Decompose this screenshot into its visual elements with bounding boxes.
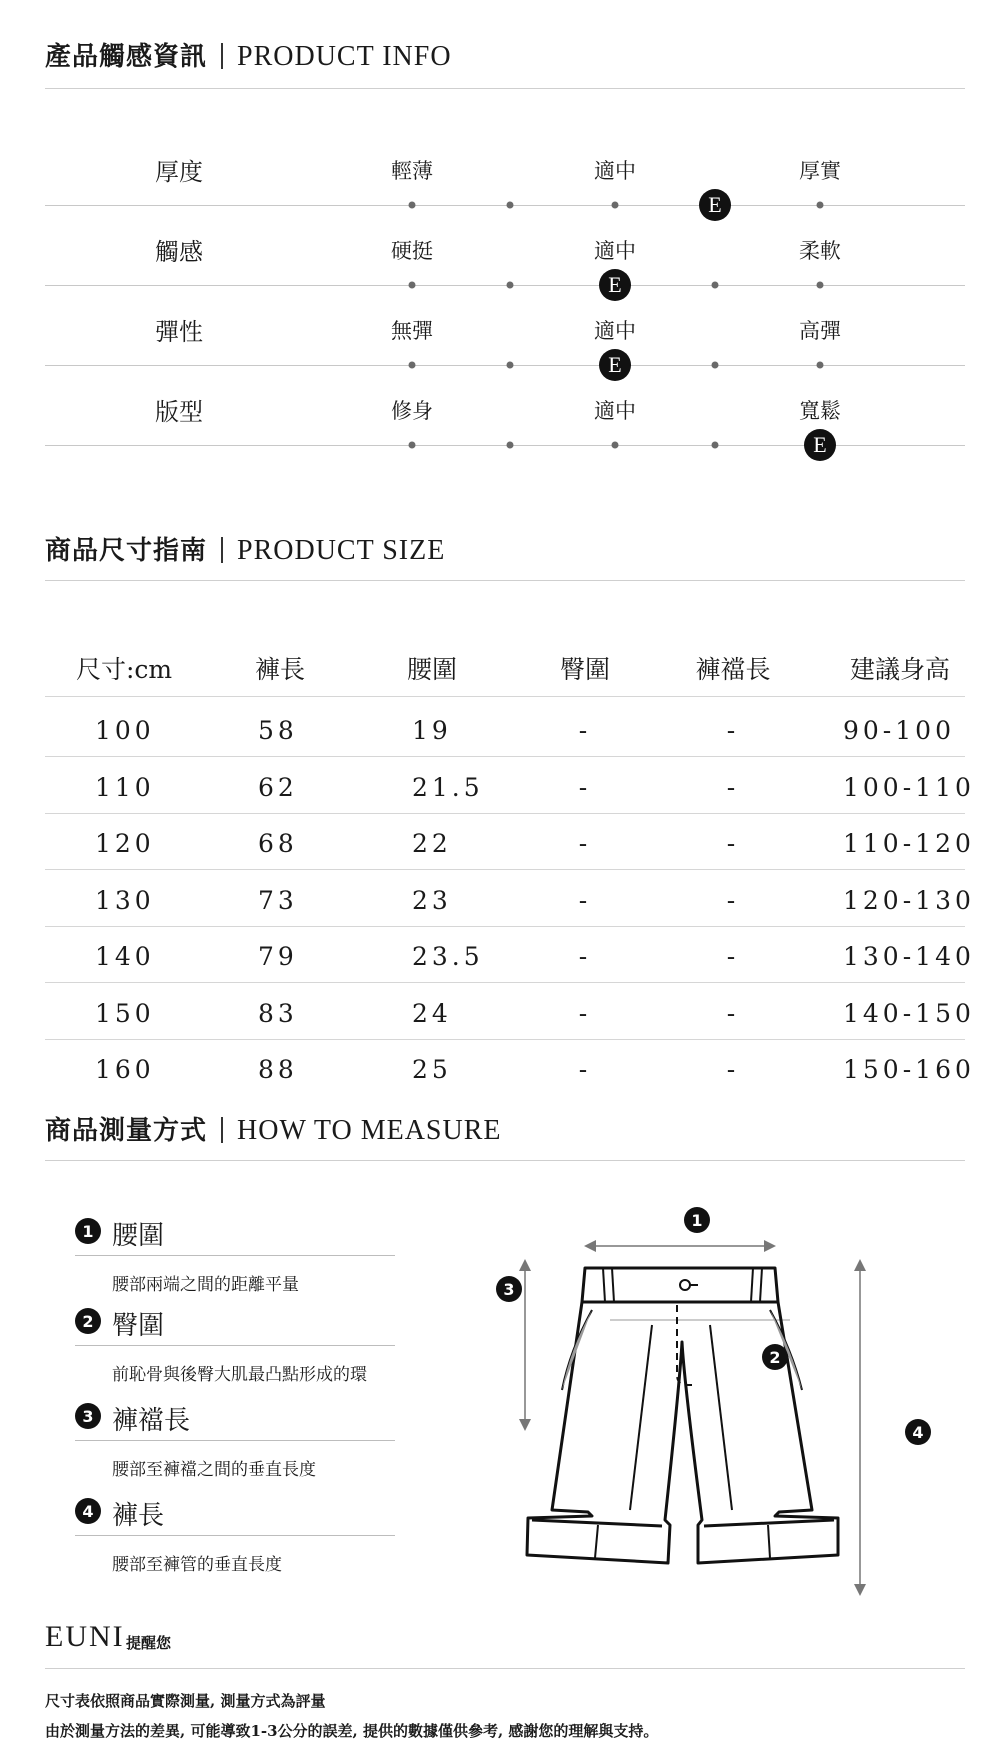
attribute-label: 觸感 bbox=[155, 238, 203, 266]
scale-dot bbox=[817, 362, 824, 369]
scale-dot bbox=[712, 442, 719, 449]
attribute-option: 硬挺 bbox=[391, 239, 433, 263]
divider bbox=[45, 580, 965, 581]
table-cell: 79 bbox=[258, 942, 298, 971]
attribute-option: 適中 bbox=[594, 239, 636, 263]
attribute-line bbox=[45, 205, 965, 206]
attribute-option: 輕薄 bbox=[391, 159, 433, 183]
table-row-divider bbox=[45, 696, 965, 697]
scale-dot bbox=[712, 282, 719, 289]
table-cell: 110-120 bbox=[843, 829, 975, 858]
table-cell: 160 bbox=[95, 1055, 155, 1084]
measure-description: 腰部兩端之間的距離平量 bbox=[112, 1275, 299, 1295]
attribute-option: 適中 bbox=[594, 159, 636, 183]
measure-number: 2 bbox=[75, 1308, 101, 1334]
attribute-line bbox=[45, 365, 965, 366]
note-line-2: 由於測量方法的差異, 可能導致1-3公分的誤差, 提供的數據僅供參考, 感謝您的理解與支持。 bbox=[45, 1722, 659, 1740]
table-header: 尺寸:cm bbox=[76, 655, 173, 684]
scale-marker: E bbox=[599, 269, 631, 301]
table-cell: 23 bbox=[412, 885, 452, 915]
table-cell: 140-150 bbox=[843, 998, 975, 1028]
attribute-label: 版型 bbox=[155, 398, 203, 426]
table-cell: 22 bbox=[412, 829, 452, 858]
table-cell: 100 bbox=[95, 716, 155, 745]
measure-number: 4 bbox=[75, 1498, 101, 1524]
table-cell: - bbox=[578, 829, 592, 858]
measure-number: 3 bbox=[75, 1403, 101, 1429]
table-cell: 120 bbox=[95, 829, 155, 858]
attribute-label: 厚度 bbox=[155, 158, 203, 186]
table-cell: - bbox=[726, 998, 740, 1028]
table-header: 褲襠長 bbox=[695, 655, 771, 684]
table-cell: - bbox=[578, 942, 592, 971]
scale-dot bbox=[409, 202, 416, 209]
table-header: 臀圍 bbox=[559, 655, 611, 684]
table-cell: 73 bbox=[258, 885, 298, 915]
attribute-option: 適中 bbox=[594, 319, 636, 343]
scale-marker: E bbox=[804, 429, 836, 461]
diagram-label-4: 4 bbox=[905, 1419, 931, 1445]
table-cell: - bbox=[726, 942, 740, 971]
attribute-option: 高彈 bbox=[799, 319, 841, 343]
table-cell: 25 bbox=[412, 1055, 452, 1084]
table-row-divider bbox=[45, 982, 965, 983]
table-cell: - bbox=[726, 1055, 740, 1084]
table-row-divider bbox=[45, 756, 965, 757]
table-cell: 100-110 bbox=[843, 772, 975, 802]
measure-description: 腰部至褲管的垂直長度 bbox=[112, 1555, 282, 1575]
table-header: 腰圍 bbox=[406, 655, 458, 684]
measure-title: 臀圍 bbox=[112, 1311, 165, 1341]
table-cell: 140 bbox=[95, 942, 155, 971]
table-cell: - bbox=[726, 772, 740, 802]
measure-title: 腰圍 bbox=[112, 1221, 165, 1251]
brand-reminder: 提醒您 bbox=[126, 1634, 172, 1652]
table-cell: 130-140 bbox=[843, 942, 975, 971]
divider bbox=[45, 88, 965, 89]
scale-dot bbox=[507, 362, 514, 369]
table-cell: 62 bbox=[258, 772, 298, 802]
table-cell: 24 bbox=[412, 998, 452, 1028]
table-cell: 130 bbox=[95, 885, 155, 915]
button bbox=[680, 1280, 690, 1290]
measure-number: 1 bbox=[75, 1218, 101, 1244]
measure-divider bbox=[75, 1255, 395, 1256]
divider bbox=[45, 1668, 965, 1669]
attribute-label: 彈性 bbox=[155, 318, 203, 346]
section-title-measure: 商品測量方式 HOW TO MEASURE bbox=[45, 1115, 502, 1146]
measure-description: 前恥骨與後臀大肌最凸點形成的環 bbox=[112, 1365, 367, 1385]
table-cell: 120-130 bbox=[843, 885, 975, 915]
table-cell: 90-100 bbox=[843, 716, 955, 745]
table-header: 褲長 bbox=[254, 655, 306, 684]
attribute-option: 適中 bbox=[594, 399, 636, 423]
table-cell: 68 bbox=[258, 829, 298, 858]
attribute-option: 厚實 bbox=[799, 159, 841, 183]
table-cell: 19 bbox=[412, 716, 452, 745]
table-row-divider bbox=[45, 1039, 965, 1040]
diagram-label-1: 1 bbox=[684, 1207, 710, 1233]
section-title-size: 商品尺寸指南 PRODUCT SIZE bbox=[45, 535, 446, 566]
diagram-label-3: 3 bbox=[496, 1276, 522, 1302]
table-cell: 83 bbox=[258, 998, 298, 1028]
attribute-line bbox=[45, 285, 965, 286]
measure-title: 褲襠長 bbox=[112, 1406, 191, 1436]
shorts-outline bbox=[527, 1268, 838, 1563]
table-cell: 150-160 bbox=[843, 1055, 975, 1084]
table-cell: 23.5 bbox=[412, 942, 484, 971]
table-row-divider bbox=[45, 813, 965, 814]
table-cell: 21.5 bbox=[412, 772, 484, 802]
scale-dot bbox=[712, 362, 719, 369]
scale-dot bbox=[409, 442, 416, 449]
table-cell: - bbox=[726, 829, 740, 858]
measure-description: 腰部至褲襠之間的垂直長度 bbox=[112, 1460, 316, 1480]
scale-dot bbox=[507, 282, 514, 289]
table-header: 建議身高 bbox=[849, 655, 951, 684]
table-row-divider bbox=[45, 869, 965, 870]
scale-dot bbox=[612, 202, 619, 209]
attribute-option: 修身 bbox=[391, 399, 433, 423]
table-cell: 88 bbox=[258, 1055, 298, 1084]
table-cell: 150 bbox=[95, 998, 155, 1028]
scale-dot bbox=[817, 202, 824, 209]
scale-marker: E bbox=[599, 349, 631, 381]
measure-divider bbox=[75, 1440, 395, 1441]
scale-dot bbox=[507, 202, 514, 209]
table-cell: - bbox=[578, 716, 592, 745]
scale-dot bbox=[507, 442, 514, 449]
table-row-divider bbox=[45, 926, 965, 927]
note-line-1: 尺寸表依照商品實際測量, 測量方式為評量 bbox=[45, 1692, 326, 1710]
table-cell: 58 bbox=[258, 716, 298, 745]
diagram-label-2: 2 bbox=[762, 1344, 788, 1370]
scale-dot bbox=[409, 362, 416, 369]
scale-dot bbox=[817, 282, 824, 289]
table-cell: - bbox=[578, 772, 592, 802]
attribute-option: 無彈 bbox=[391, 319, 433, 343]
divider bbox=[45, 1160, 965, 1161]
scale-dot bbox=[612, 442, 619, 449]
measure-divider bbox=[75, 1535, 395, 1536]
attribute-option: 寬鬆 bbox=[799, 399, 841, 423]
scale-marker: E bbox=[699, 189, 731, 221]
scale-dot bbox=[409, 282, 416, 289]
pocket-shade bbox=[562, 1310, 592, 1390]
table-cell: 110 bbox=[95, 772, 155, 802]
table-cell: - bbox=[578, 998, 592, 1028]
table-cell: - bbox=[578, 1055, 592, 1084]
measure-divider bbox=[75, 1345, 395, 1346]
attribute-option: 柔軟 bbox=[799, 239, 841, 263]
table-cell: - bbox=[578, 885, 592, 915]
section-title-info: 產品觸感資訊 PRODUCT INFO bbox=[45, 41, 452, 72]
shorts-diagram bbox=[470, 1180, 970, 1610]
measure-title: 褲長 bbox=[112, 1501, 165, 1531]
table-cell: - bbox=[726, 885, 740, 915]
table-cell: - bbox=[726, 716, 740, 745]
brand-logo: EUNI bbox=[45, 1620, 125, 1653]
